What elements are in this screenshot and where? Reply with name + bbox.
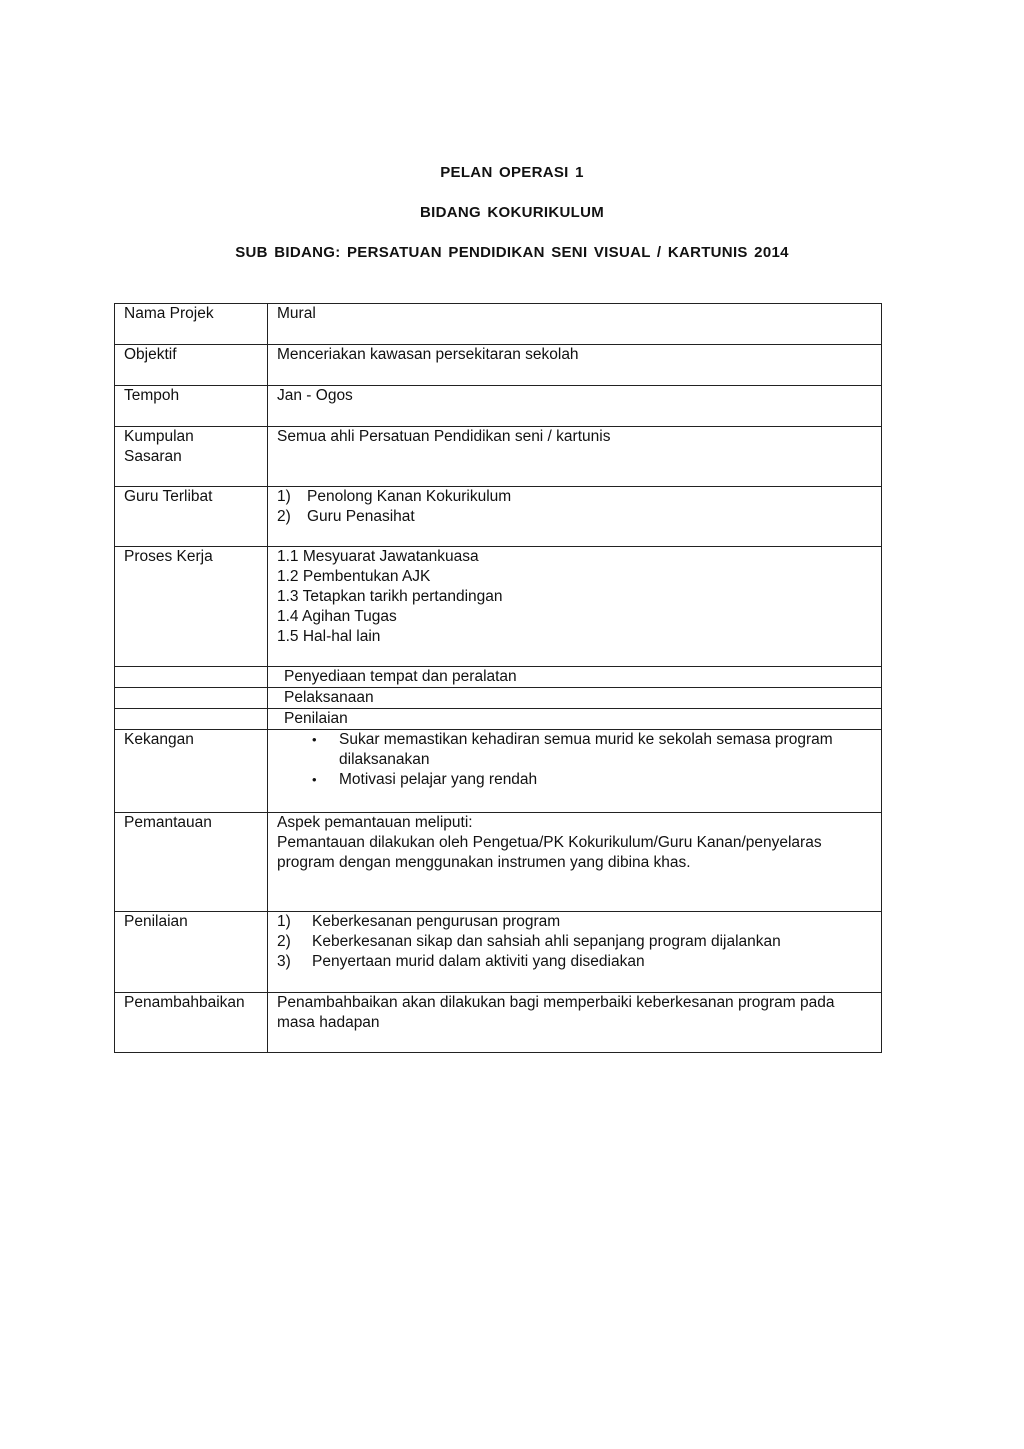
kekangan-list [277, 730, 872, 790]
row-tempoh [115, 386, 882, 427]
row-step-penyediaan [115, 667, 882, 688]
row-kekangan [115, 730, 882, 813]
value-kekangan [268, 730, 882, 813]
value-penambahbaikan: Penambahbaikan akan dilakukan bagi memperbaiki keberkesanan program pada masa hadapan [268, 993, 882, 1053]
empty-label-cell [115, 688, 268, 709]
label-nama-projek: Nama Projek [115, 304, 268, 345]
list-item: 2) Keberkesanan sikap dan sahsiah ahli sepanjang program dijalankan [277, 933, 781, 950]
list-item: 1) Penolong Kanan Kokurikulum [277, 488, 512, 505]
document-title: PELAN OPERASI 1 [440, 164, 584, 181]
document-field-heading: BIDANG KOKURIKULUM [419, 204, 605, 221]
value-pemantauan [268, 813, 882, 912]
label-tempoh: Tempoh [115, 386, 268, 427]
list-item: • Sukar memastikan kehadiran semua murid ke sekolah semasa program dilaksanakan [312, 731, 833, 768]
label-penambahbaikan: Penambahbaikan [115, 993, 268, 1053]
document-subfield-heading: SUB BIDANG: PERSATUAN PENDIDIKAN SENI VISUAL / KARTUNIS 2014 [235, 244, 789, 261]
list-item: 1.3 Tetapkan tarikh pertandingan [277, 588, 503, 605]
value-step-penyediaan: Penyediaan tempat dan peralatan [268, 667, 882, 688]
value-guru-terlibat [268, 487, 882, 547]
list-item: 1.4 Agihan Tugas [277, 608, 397, 625]
label-kumpulan-sasaran [115, 427, 268, 487]
list-item: 3) Penyertaan murid dalam aktiviti yang disediakan [277, 953, 645, 970]
row-pemantauan [115, 813, 882, 912]
label-penilaian: Penilaian [115, 912, 268, 993]
value-step-pelaksanaan: Pelaksanaan [268, 688, 882, 709]
row-penambahbaikan [115, 993, 882, 1053]
label-pemantauan: Pemantauan [115, 813, 268, 912]
row-penilaian [115, 912, 882, 993]
row-step-penilaian [115, 709, 882, 730]
row-kumpulan-sasaran [115, 427, 882, 487]
label-proses-kerja: Proses Kerja [115, 547, 268, 667]
label-kumpulan-line1: Kumpulan [124, 428, 194, 445]
pemantauan-intro: Aspek pemantauan meliputi: [277, 814, 473, 831]
pemantauan-detail: Pemantauan dilakukan oleh Pengetua/PK Kokurikulum/Guru Kanan/penyelaras program dengan menggunakan instrumen yang dibina khas. [277, 834, 822, 871]
row-guru-terlibat [115, 487, 882, 547]
value-tempoh: Jan - Ogos [268, 386, 882, 427]
row-objektif [115, 345, 882, 386]
row-step-pelaksanaan [115, 688, 882, 709]
value-nama-projek: Mural [268, 304, 882, 345]
list-item: • Motivasi pelajar yang rendah [312, 771, 538, 788]
guru-terlibat-list [277, 487, 872, 527]
row-nama-projek [115, 304, 882, 345]
label-guru-terlibat: Guru Terlibat [115, 487, 268, 547]
value-penilaian [268, 912, 882, 993]
value-objektif: Menceriakan kawasan persekitaran sekolah [268, 345, 882, 386]
empty-label-cell [115, 709, 268, 730]
row-proses-kerja [115, 547, 882, 667]
bullet-icon: • [312, 772, 317, 787]
operation-plan-table [114, 303, 882, 1053]
list-item: 1.5 Hal-hal lain [277, 628, 381, 645]
bullet-icon: • [312, 732, 317, 747]
list-item: 1.2 Pembentukan AJK [277, 568, 431, 585]
list-item: 2) Guru Penasihat [277, 508, 415, 525]
list-item: 1) Keberkesanan pengurusan program [277, 913, 561, 930]
label-objektif: Objektif [115, 345, 268, 386]
label-kumpulan-line2: Sasaran [124, 448, 182, 465]
empty-label-cell [115, 667, 268, 688]
value-proses-kerja [268, 547, 882, 667]
value-step-penilaian: Penilaian [268, 709, 882, 730]
list-item: 1.1 Mesyuarat Jawatankuasa [277, 548, 479, 565]
value-kumpulan-sasaran: Semua ahli Persatuan Pendidikan seni / kartunis [268, 427, 882, 487]
penilaian-list [277, 912, 872, 972]
label-kekangan: Kekangan [115, 730, 268, 813]
